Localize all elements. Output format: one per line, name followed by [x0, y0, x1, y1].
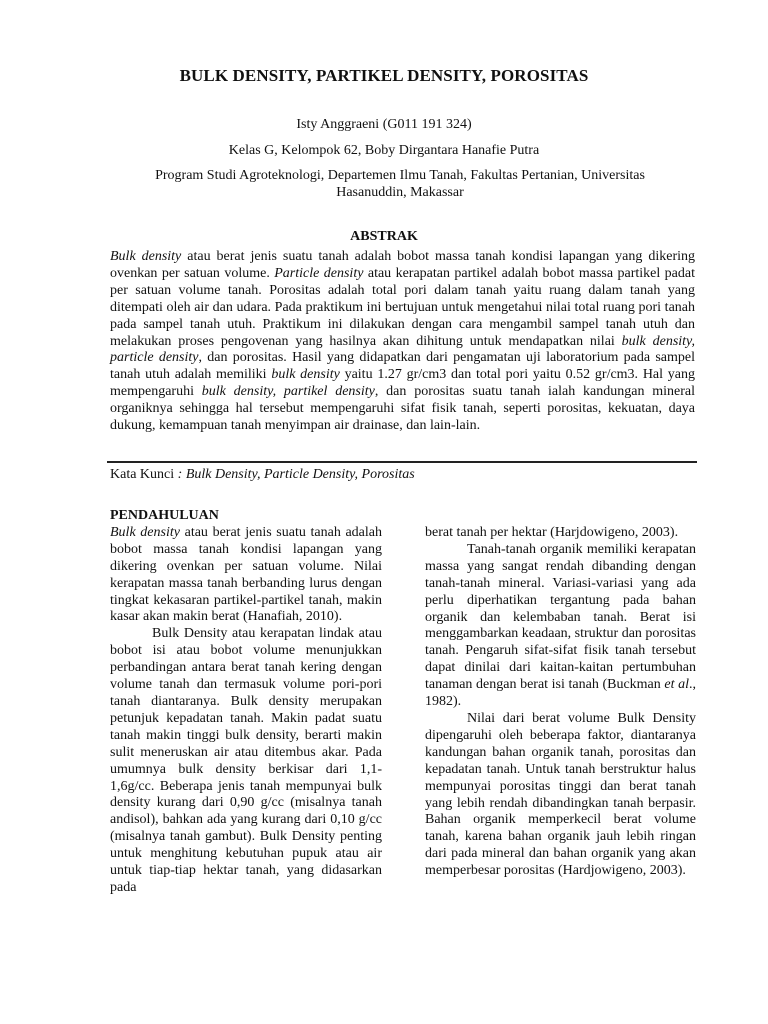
left-column: [110, 508, 382, 897]
paragraph-text: Tanah-tanah organik memiliki kerapatan massa yang sangat rendah dibanding dengan tanah-tanah mineral. Variasi-variasi yang ada perlu diperhatikan tergantung pada bahan organik dan kelembaban tanah. Berat isi menggambarkan keadaan, struktur dan porositas tanah. Pengaruh sifat-sifat fisik tanah tersebut dapat dinilai dari kaitan-kaitan pertumbuhan tanaman dengan berat isi tanah (Buckman: [425, 541, 696, 693]
paragraph: Bulk Density atau kerapatan lindak atau bobot isi atau bobot volume menunjukkan perbandingan antara berat tanah kering dengan volume tanah dan termasuk volume pori-pori tanah diantaranya. Bulk density merupakan petunjuk kepadatan tanah. Makin padat suatu tanah makin tinggi bulk density, berarti makin sulit meneruskan air atau ditembus akar. Pada umumnya bulk density berkisar dari 1,1-1,6g/cc. Beberapa jenis tanah mempunyai bulk density kurang dari 0,90 g/cc (misalnya tanah andisol), bahkan ada yang kurang dari 0,10 g/cc (misalnya tanah gambut). Bulk Density penting untuk menghitung kebutuhan pupuk atau air untuk tiap-tiap hektar tanah, yang didasarkan pada: [110, 626, 382, 895]
paragraph: berat tanah per hektar (Harjdowigeno, 2003).: [425, 525, 679, 540]
right-column: [425, 525, 696, 880]
abstract-heading: ABSTRAK: [350, 229, 418, 244]
abstract-term: bulk density: [271, 367, 340, 383]
abstract-text: , dan porositas. Hasil yang didapatkan dari pengamatan uji laboratorium pada sampel tanah utuh adalah memiliki: [110, 350, 696, 383]
abstract-term: bulk density, partikel density: [201, 384, 375, 400]
horizontal-rule: [107, 461, 697, 463]
affiliation-line: Program Studi Agroteknologi, Departemen Ilmu Tanah, Fakultas Pertanian, Universitas Hasanuddin, Makassar: [155, 168, 645, 200]
section-heading: PENDAHULUAN: [110, 508, 219, 523]
paper-title: BULK DENSITY, PARTIKEL DENSITY, POROSITAS: [179, 66, 589, 85]
abstract-text: atau kerapatan partikel adalah bobot massa partikel padat per satuan volume tanah. Porositas adalah total pori dalam tanah yaitu ruang dalam tanah yang ditempati oleh air dan udara. Pada praktikum ini bertujuan untuk mengetahui nilai total ruang pori tanah pada sampel tanah utuh. Praktikum ini dilakukan dengan cara mengambil sampel tanah utuh dan melakukan proses pengovenan yang hasilnya akan dihitung untuk mendapatkan nilai: [110, 265, 695, 349]
abstract-term: bulk density, particle density: [110, 333, 695, 366]
class-info-line: Kelas G, Kelompok 62, Boby Dirgantara Hanafie Putra: [228, 143, 540, 158]
abstract-term: Bulk density: [110, 249, 182, 264]
abstract-text: atau berat jenis suatu tanah adalah bobot massa tanah kondisi lapangan yang dikering ovenkan per satuan volume.: [110, 249, 696, 281]
paragraph: [425, 542, 696, 711]
abstract-term: Particle density: [274, 265, 364, 281]
paragraph-text: atau berat jenis suatu tanah adalah bobot massa tanah kondisi lapangan yang dikering ovenkan per satuan volume. Nilai kerapatan massa tanah berbanding lurus dengan tingkat kekasaran partikel-partikel tanah, makin kasar akan makin berat (Hanafiah, 2010).: [110, 524, 383, 625]
paragraph-text: ., 1982).: [425, 677, 696, 710]
abstract-body: [110, 249, 695, 435]
abstract-text: , dan porositas suatu tanah ialah kandungan mineral organiknya sehingga hal tersebut mempengaruhi sifat fisik tanah, seperti porositas, kekuatan, daya dukung, kemampuan tanah menyimpan air drainase, dan lain-lain.: [110, 384, 696, 434]
abstract-text: yaitu 1.27 gr/cm3 dan total pori yaitu 0.52 gr/cm3. Hal yang mempengaruhi: [110, 367, 695, 400]
keywords-label: Kata Kunci: [110, 467, 175, 482]
paragraph: Nilai dari berat volume Bulk Density dipengaruhi oleh beberapa faktor, diantaranya kandungan bahan organik tanah, porositas dan kepadatan tanah. Untuk tanah berstruktur halus mempunyai porositas tinggi dan berat tanah yang lebih rendah dibandingkan tanah berpasir. Bahan organik memperkecil berat volume tanah, karena bahan organik jauh lebih ringan dari pada mineral dan bahan organik yang akan memperbesar porositas (Hardjowigeno, 2003).: [425, 710, 696, 879]
keywords-line: [110, 466, 695, 483]
paragraph-term: et al: [664, 677, 689, 693]
author-line: Isty Anggraeni (G011 191 324): [296, 117, 472, 132]
keywords-list: : Bulk Density, Particle Density, Porositas: [177, 467, 415, 482]
paragraph-term: Bulk density: [110, 524, 180, 540]
paragraph: [110, 525, 382, 626]
